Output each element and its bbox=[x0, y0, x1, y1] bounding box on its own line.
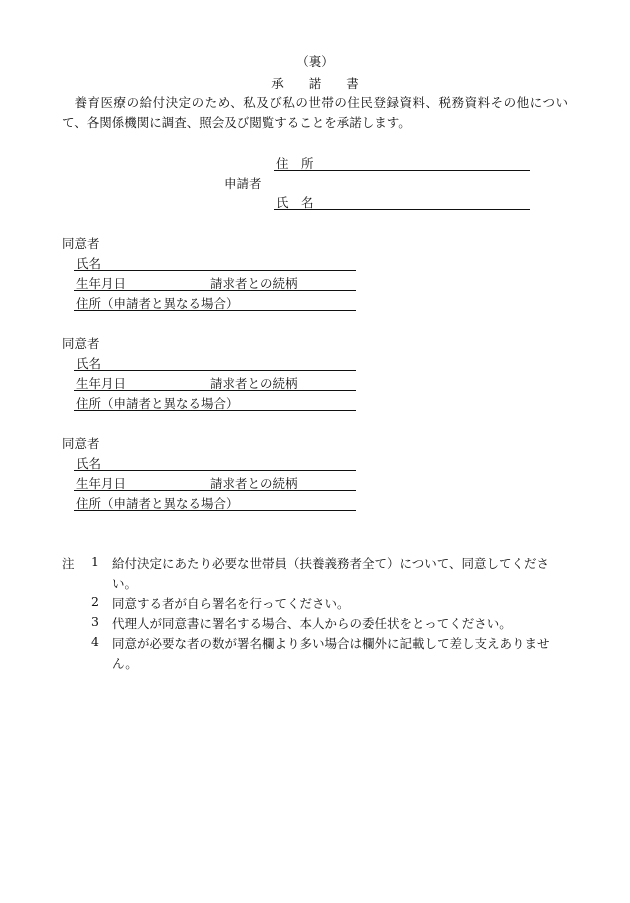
consenter-birth-relation-line[interactable] bbox=[74, 390, 356, 391]
consenter-address-label: 住所（申請者と異なる場合） bbox=[76, 496, 239, 511]
consenter-birth-label: 生年月日 bbox=[76, 476, 127, 491]
consenter-birth-label: 生年月日 bbox=[76, 376, 127, 391]
applicant-name-label: 氏 名 bbox=[276, 195, 314, 210]
consenter-birth-relation-line[interactable] bbox=[74, 290, 356, 291]
reverse-side-label: （裏） bbox=[296, 54, 334, 69]
applicant-address-label: 住 所 bbox=[276, 156, 314, 171]
note-number: 3 bbox=[91, 614, 99, 629]
consenter-relation-label: 請求者との続柄 bbox=[210, 476, 298, 491]
notes-label: 注 bbox=[62, 556, 75, 571]
note-number: 4 bbox=[91, 634, 99, 649]
consenter-name-line[interactable] bbox=[74, 470, 356, 471]
note-number: 1 bbox=[91, 554, 99, 569]
note-text: 同意が必要な者の数が署名欄より多い場合は欄外に記載して差し支えありません。 bbox=[112, 636, 550, 671]
applicant-label: 申請者 bbox=[224, 176, 262, 191]
note-text: 給付決定にあたり必要な世帯員（扶養義務者全て）について、同意してください。 bbox=[112, 556, 550, 591]
consenter-name-line[interactable] bbox=[74, 270, 356, 271]
consenter-birth-label: 生年月日 bbox=[76, 276, 127, 291]
consenter-name-label: 氏名 bbox=[76, 256, 102, 271]
note-text: 同意する者が自ら署名を行ってください。 bbox=[112, 596, 350, 611]
consenter-heading: 同意者 bbox=[62, 236, 100, 251]
consent-paragraph: 養育医療の給付決定のため、私及び私の世帯の住民登録資料、税務資料その他について、各関係機関に調査、照会及び閲覧することを承諾します。 bbox=[62, 95, 568, 130]
note-number: 2 bbox=[91, 594, 99, 609]
note-text: 代理人が同意書に署名する場合、本人からの委任状をとってください。 bbox=[112, 616, 512, 631]
consenter-address-label: 住所（申請者と異なる場合） bbox=[76, 396, 239, 411]
applicant-name-line[interactable] bbox=[274, 209, 530, 210]
consenter-name-label: 氏名 bbox=[76, 356, 102, 371]
consenter-address-line[interactable] bbox=[74, 510, 356, 511]
consenter-relation-label: 請求者との続柄 bbox=[210, 376, 298, 391]
consenter-birth-relation-line[interactable] bbox=[74, 490, 356, 491]
consenter-heading: 同意者 bbox=[62, 436, 100, 451]
consenter-address-line[interactable] bbox=[74, 310, 356, 311]
consenter-name-line[interactable] bbox=[74, 370, 356, 371]
consenter-address-label: 住所（申請者と異なる場合） bbox=[76, 296, 239, 311]
consenter-name-label: 氏名 bbox=[76, 456, 102, 471]
consenter-heading: 同意者 bbox=[62, 336, 100, 351]
consenter-relation-label: 請求者との続柄 bbox=[210, 276, 298, 291]
consenter-address-line[interactable] bbox=[74, 410, 356, 411]
document-title: 承 諾 書 bbox=[271, 76, 359, 91]
applicant-address-line[interactable] bbox=[274, 170, 530, 171]
